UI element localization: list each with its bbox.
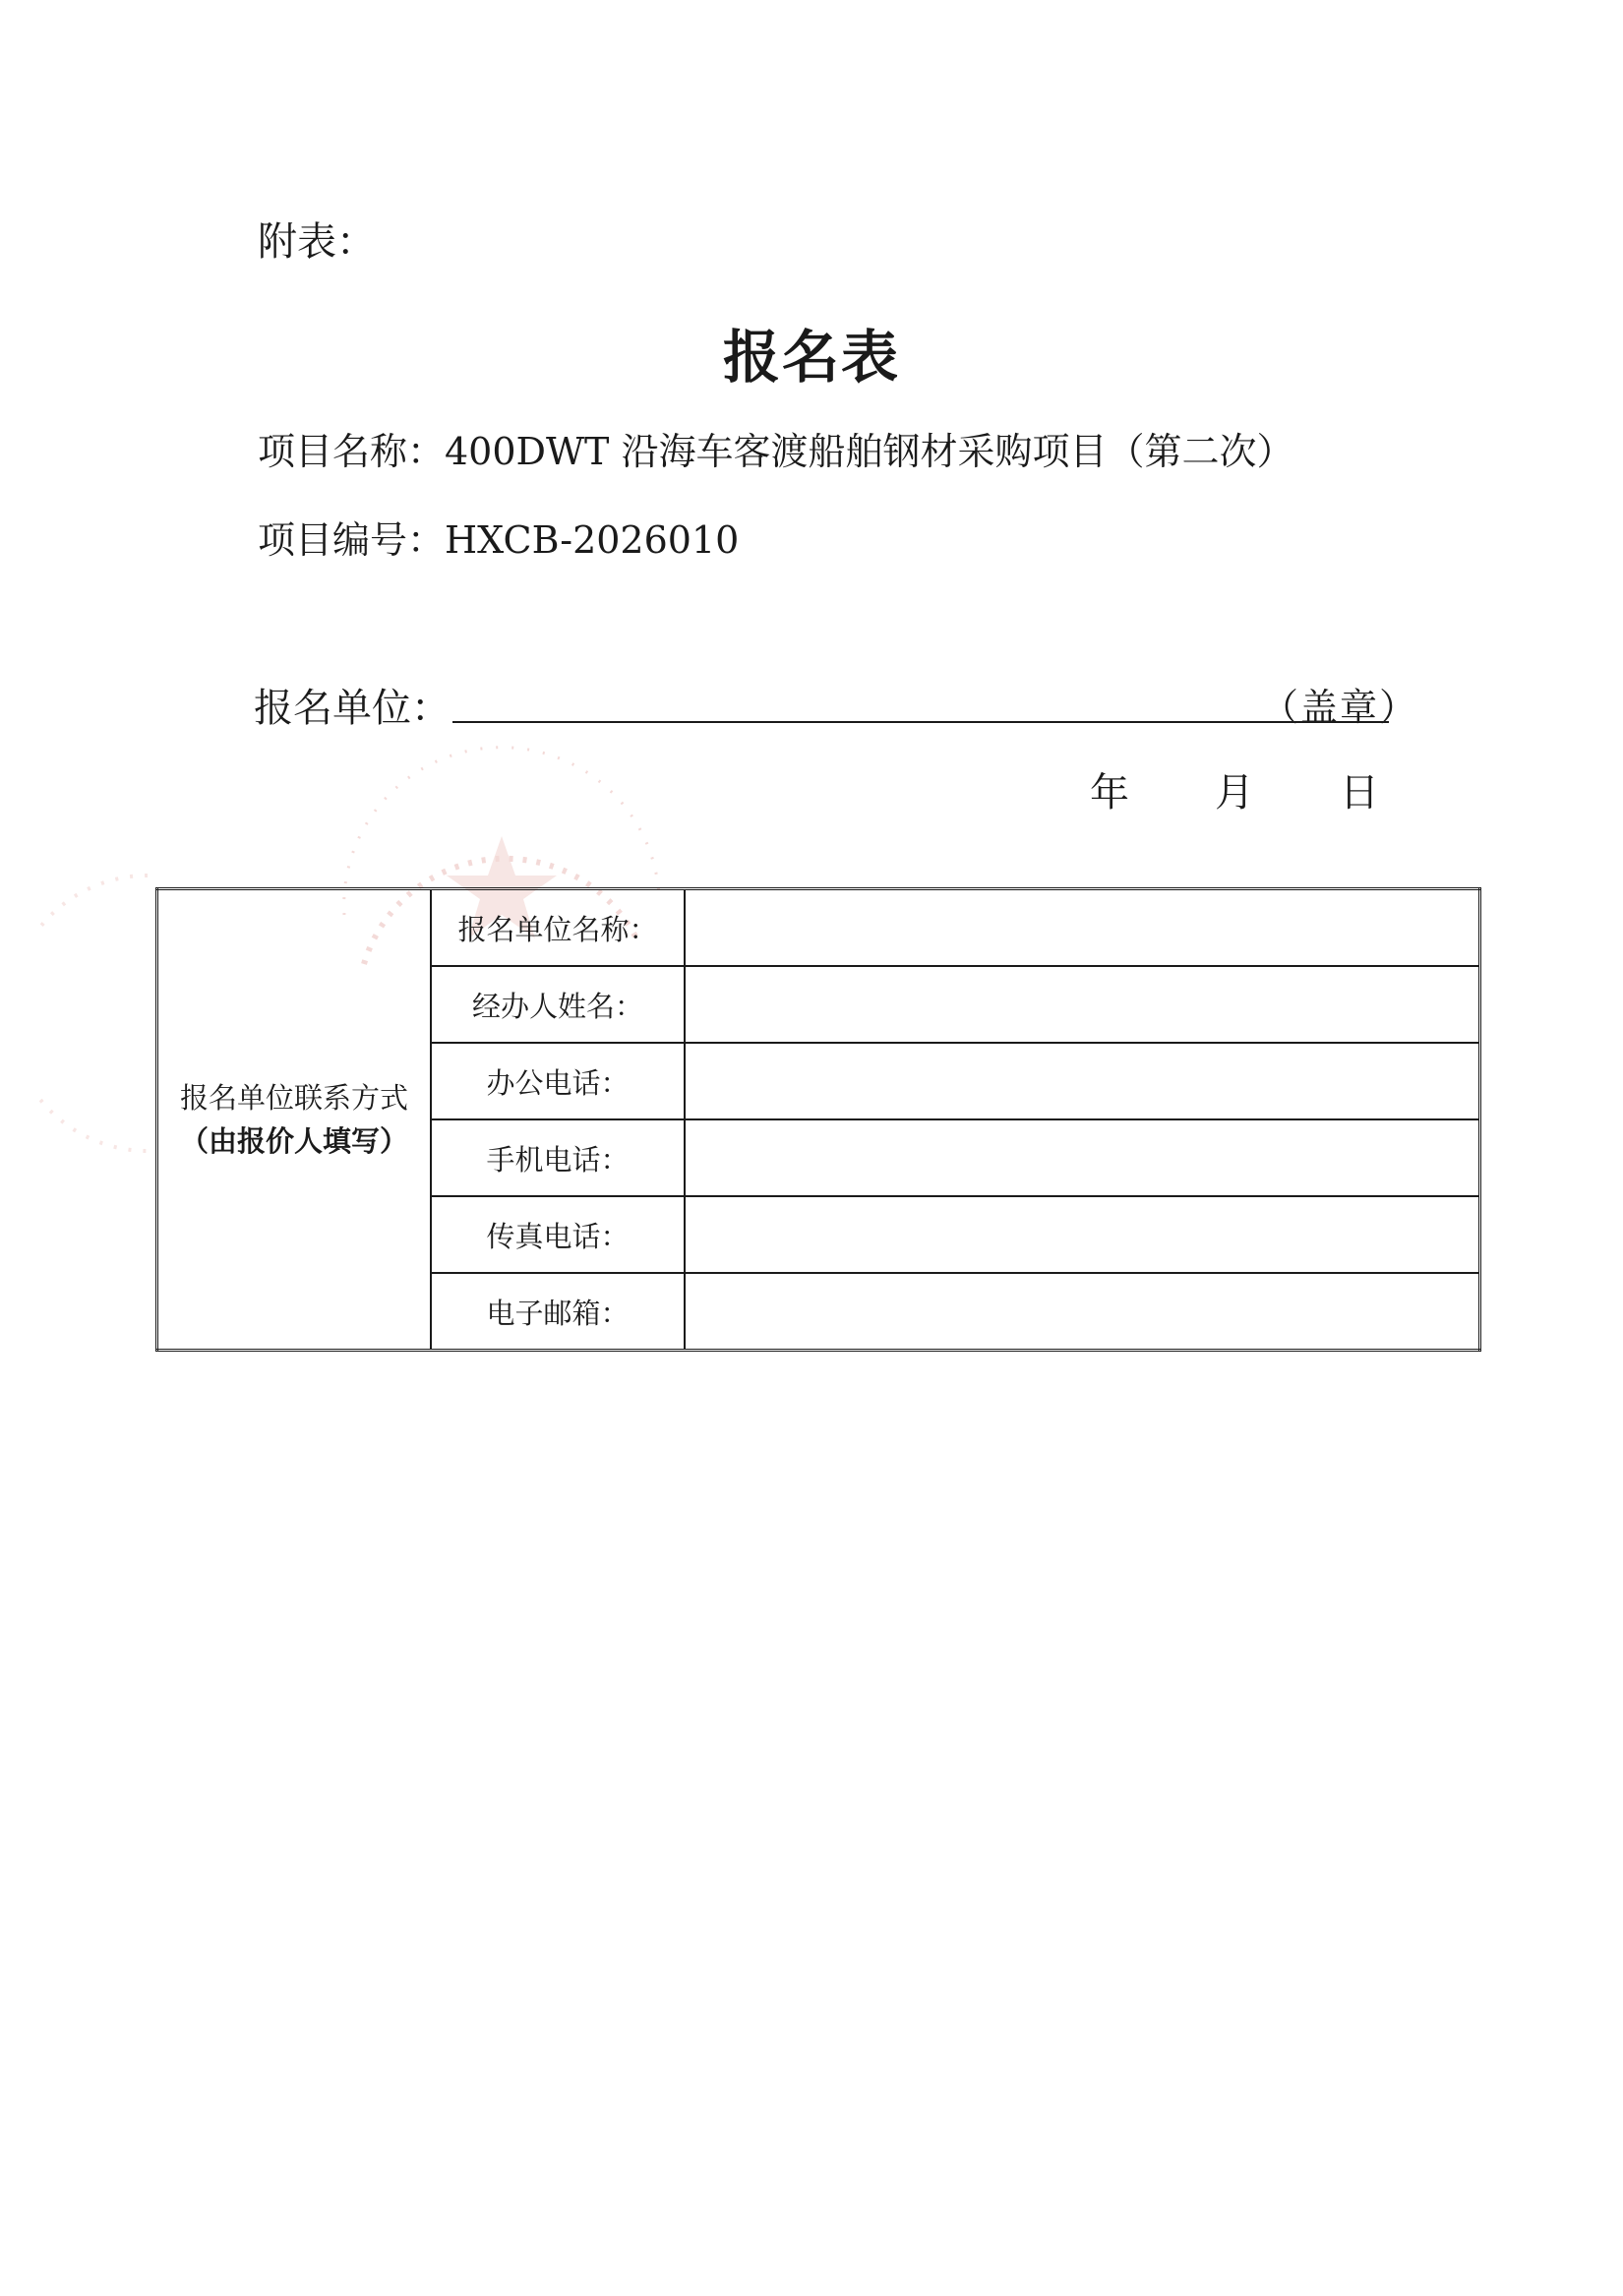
contact-group-cell <box>157 889 432 1351</box>
date-day-label: 日 <box>1340 770 1379 816</box>
date-year-label: 年 <box>1090 770 1129 816</box>
field-label-email: 电子邮箱： <box>431 1273 685 1351</box>
field-value-email[interactable] <box>685 1273 1480 1351</box>
field-label-company: 报名单位名称： <box>431 889 685 967</box>
field-value-mobile-phone[interactable] <box>685 1119 1480 1196</box>
project-name-line: 项目名称：400DWT 沿海车客渡船舶钢材采购项目（第二次） <box>258 430 1294 473</box>
table-row <box>157 889 1480 967</box>
field-label-office-phone: 办公电话： <box>431 1043 685 1119</box>
registrant-signature-line[interactable] <box>452 721 1389 723</box>
attachment-label: 附表： <box>258 219 376 265</box>
field-value-fax[interactable] <box>685 1196 1480 1273</box>
registrant-label: 报名单位： <box>254 686 451 731</box>
field-value-contact-person[interactable] <box>685 966 1480 1043</box>
contact-table <box>155 887 1481 1352</box>
field-label-contact-person: 经办人姓名： <box>431 966 685 1043</box>
form-title: 报名表 <box>722 324 900 391</box>
field-label-fax: 传真电话： <box>431 1196 685 1273</box>
field-value-office-phone[interactable] <box>685 1043 1480 1119</box>
edge-stamp-mark <box>39 866 157 1161</box>
field-value-company[interactable] <box>685 889 1480 967</box>
contact-group-label: 报名单位联系方式 <box>179 1081 408 1115</box>
contact-group-note: （由报价人填写） <box>179 1124 408 1158</box>
seal-note: （盖章） <box>1261 686 1419 729</box>
field-label-mobile-phone: 手机电话： <box>431 1119 685 1196</box>
date-month-label: 月 <box>1215 770 1254 816</box>
project-number-line: 项目编号：HXCB-2026010 <box>258 518 740 562</box>
